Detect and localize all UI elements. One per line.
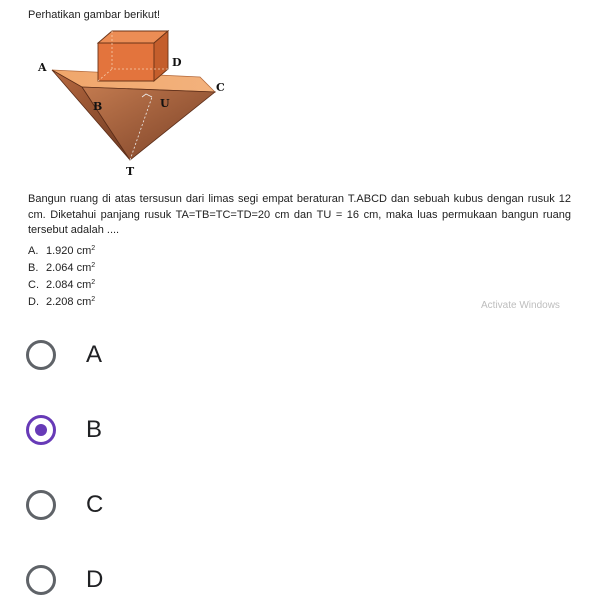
option-d[interactable] <box>26 565 326 601</box>
pyramid-cube-figure <box>30 25 230 177</box>
radio-b[interactable] <box>26 415 56 445</box>
label-T: T <box>126 165 135 177</box>
radio-d[interactable] <box>26 565 56 595</box>
question-text: Bangun ruang di atas tersusun dari limas segi empat beraturan T.ABCD dan sebuah kubus dengan rusuk 12 cm. Diketahui panjang rusuk TA=TB=TC=TD=20 cm dan TU = 16 cm, maka luas permukaan bangun ruang tersebut adalah .... <box>28 193 571 236</box>
option-d-label: D <box>86 566 104 593</box>
option-b-label: B <box>86 416 103 443</box>
radio-selected-dot <box>35 424 47 436</box>
radio-a[interactable] <box>26 340 56 370</box>
choice-b: B. 2.064 $cm^2$ <box>28 262 96 274</box>
option-a-label: A <box>86 341 103 368</box>
label-U: U <box>160 97 170 110</box>
option-b[interactable] <box>26 415 326 451</box>
label-A: A <box>38 61 47 74</box>
option-a[interactable] <box>26 340 326 376</box>
option-c[interactable] <box>26 490 326 526</box>
choice-d: D. 2.208 $cm^2$ <box>28 296 96 308</box>
question-prompt: Perhatikan gambar berikut! <box>28 9 161 21</box>
cube-front-face <box>98 43 154 81</box>
label-C: C <box>216 81 225 94</box>
label-D: D <box>172 56 182 69</box>
choice-c: C. 2.084 $cm^2$ <box>28 279 96 291</box>
choice-a: A. 1.920 $cm^2$ <box>28 245 96 257</box>
radio-c[interactable] <box>26 490 56 520</box>
label-B: B <box>93 100 103 113</box>
activate-windows-watermark: Activate Windows <box>481 300 560 311</box>
option-c-label: C <box>86 491 104 518</box>
